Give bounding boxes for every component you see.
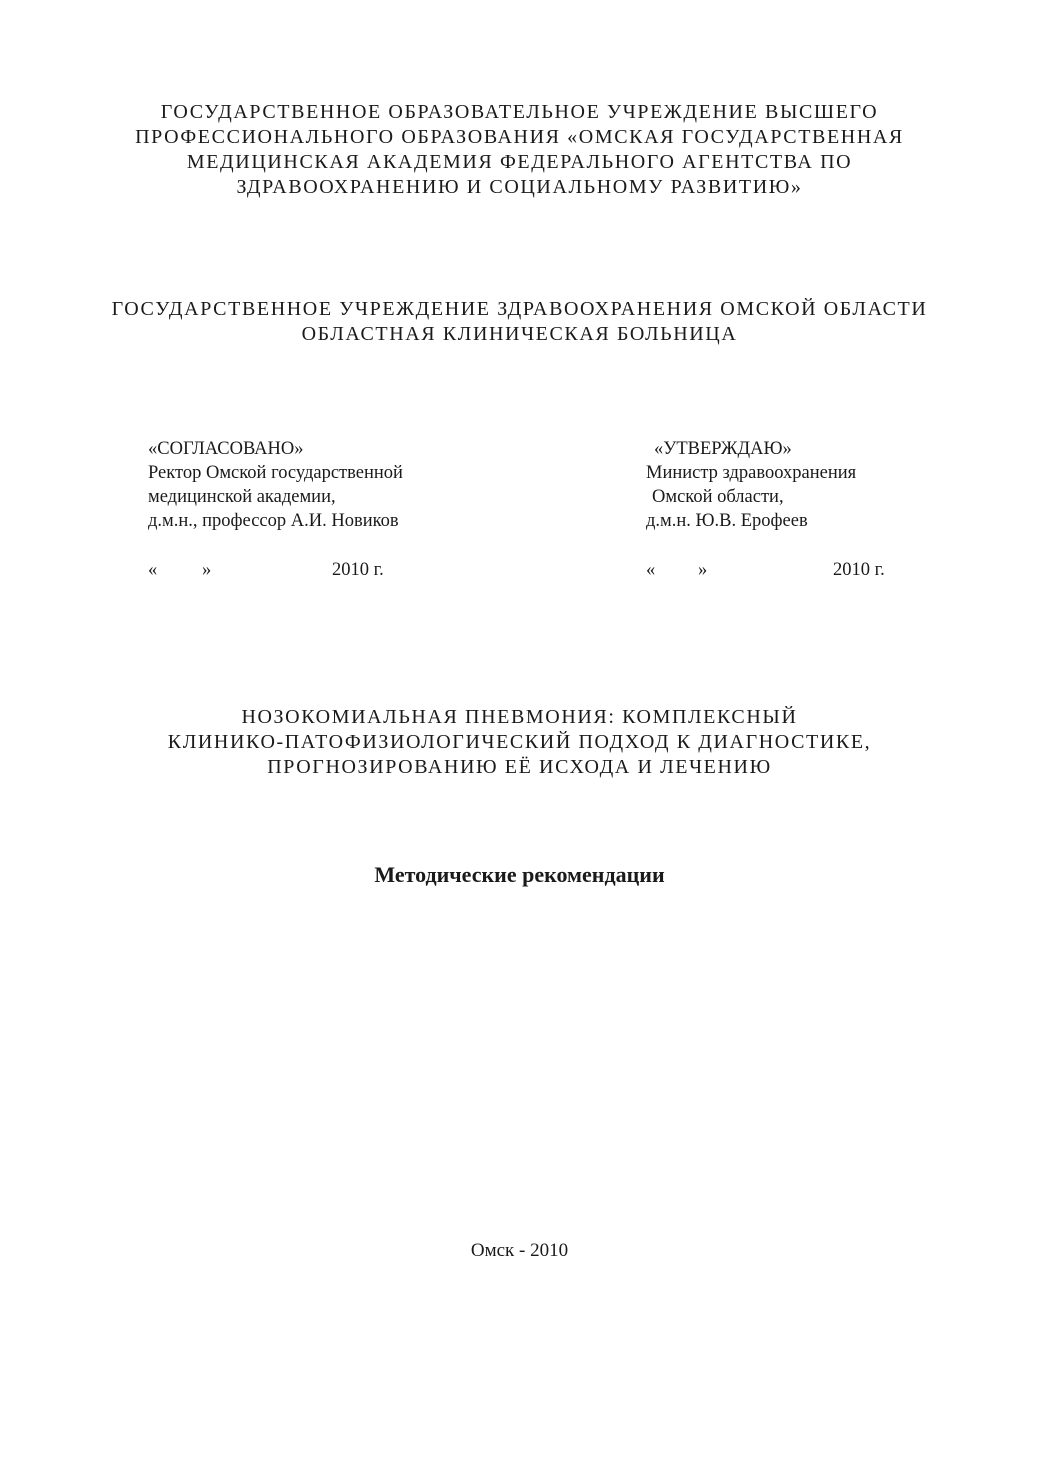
academy-header-line: ЗДРАВООХРАНЕНИЮ И СОЦИАЛЬНОМУ РАЗВИТИЮ» <box>236 176 803 198</box>
academy-header-line: ГОСУДАРСТВЕННОЕ ОБРАЗОВАТЕЛЬНОЕ УЧРЕЖДЕНИЕ ВЫСШЕГО <box>160 101 879 123</box>
agreed-signatory: д.м.н., профессор А.И. Новиков <box>148 511 399 531</box>
agreed-organization: медицинской академии, <box>148 487 336 507</box>
document-title-line: НОЗОКОМИАЛЬНАЯ ПНЕВМОНИЯ: КОМПЛЕКСНЫЙ <box>241 706 798 728</box>
document-title-line: ПРОГНОЗИРОВАНИЮ ЕЁ ИСХОДА И ЛЕЧЕНИЮ <box>267 756 772 778</box>
hospital-header-line: ОБЛАСТНАЯ КЛИНИЧЕСКАЯ БОЛЬНИЦА <box>301 323 738 345</box>
approved-date-close-quote: » <box>698 560 708 580</box>
approved-region: Омской области, <box>652 487 784 507</box>
document-type: Методические рекомендации <box>374 862 665 887</box>
approved-signatory: д.м.н. Ю.В. Ерофеев <box>646 511 808 531</box>
agreed-date-year: 2010 г. <box>332 560 384 580</box>
approved-heading: «УТВЕРЖДАЮ» <box>654 439 792 459</box>
agreed-date-close-quote: » <box>202 560 212 580</box>
hospital-header-line: ГОСУДАРСТВЕННОЕ УЧРЕЖДЕНИЕ ЗДРАВООХРАНЕНИЯ ОМСКОЙ ОБЛАСТИ <box>111 298 928 320</box>
agreed-position: Ректор Омской государственной <box>148 463 403 483</box>
agreed-heading: «СОГЛАСОВАНО» <box>148 439 304 459</box>
academy-header-line: ПРОФЕССИОНАЛЬНОГО ОБРАЗОВАНИЯ «ОМСКАЯ ГОСУДАРСТВЕННАЯ <box>135 126 904 148</box>
approved-date-open-quote: « <box>646 560 656 580</box>
document-title-line: КЛИНИКО-ПАТОФИЗИОЛОГИЧЕСКИЙ ПОДХОД К ДИАГНОСТИКЕ, <box>167 731 872 753</box>
footer-city-year: Омск - 2010 <box>470 1240 569 1261</box>
academy-header-line: МЕДИЦИНСКАЯ АКАДЕМИЯ ФЕДЕРАЛЬНОГО АГЕНТСТВА ПО <box>186 151 853 173</box>
agreed-date-open-quote: « <box>148 560 158 580</box>
approved-date-year: 2010 г. <box>833 560 885 580</box>
approved-position: Министр здравоохранения <box>646 463 857 483</box>
